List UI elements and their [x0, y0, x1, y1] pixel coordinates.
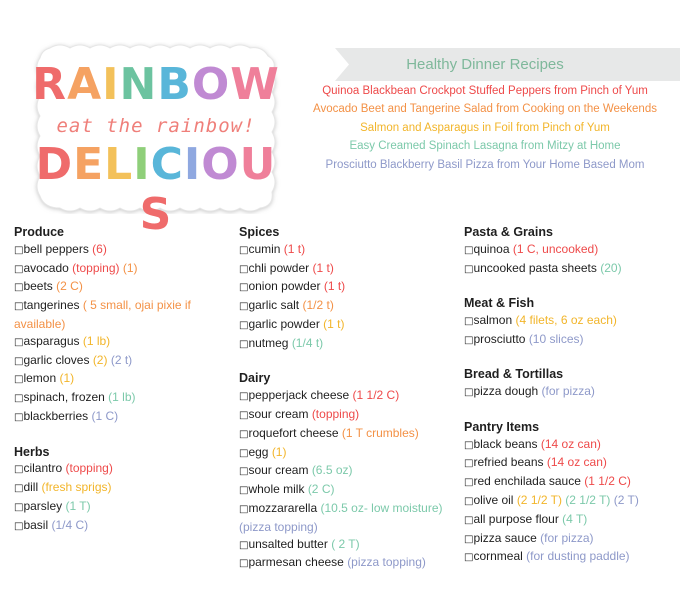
logo-letter: O [191, 59, 231, 110]
checkbox-icon[interactable]: □ [239, 391, 249, 403]
checkbox-icon[interactable]: □ [239, 282, 249, 294]
grocery-item [464, 511, 676, 530]
item-name: egg [248, 444, 272, 459]
logo-letter: L [104, 139, 134, 190]
checkbox-icon[interactable]: □ [14, 464, 24, 476]
section-gap [464, 402, 676, 419]
item-quantity: (1 t) [323, 279, 346, 294]
section-title: Pantry Items [464, 419, 540, 434]
grocery-item [14, 278, 226, 297]
item-quantity: (1 t) [323, 316, 345, 331]
item-quantity: (1/4 C) [51, 517, 89, 532]
grocery-item [14, 260, 226, 279]
section-title: Meat & Fish [464, 296, 535, 311]
grocery-item [464, 492, 676, 511]
item-quantity: (1 1/2 C) [352, 388, 400, 403]
item-name: mozzararella [248, 500, 321, 515]
grocery-item [239, 425, 451, 444]
item-name: cilantro [23, 461, 66, 476]
item-quantity: (10 slices) [528, 331, 584, 346]
item-name: blackberries [23, 408, 92, 423]
checkbox-icon[interactable]: □ [464, 514, 474, 526]
item-name: parsley [23, 498, 66, 513]
checkbox-icon[interactable]: □ [464, 533, 474, 545]
checkbox-icon[interactable]: □ [239, 558, 249, 570]
item-quantity: (1 1/2 C) [584, 474, 631, 489]
item-name: pepperjack cheese [248, 388, 353, 403]
item-quantity: ( 2 T) [331, 536, 360, 551]
checkbox-icon[interactable]: □ [239, 301, 249, 313]
grocery-column-1 [14, 224, 226, 536]
recipe-link[interactable]: Avocado Beet and Tangerine Salad from Cooking on the Weekends [313, 103, 657, 116]
item-name: dill [23, 480, 42, 495]
item-name: asparagus [23, 333, 83, 348]
item-quantity: (20) [600, 260, 622, 275]
logo-letter: O [201, 139, 240, 190]
logo-letter: E [73, 139, 105, 190]
item-quantity: (1) [119, 260, 138, 275]
section-title: Dairy [239, 371, 271, 386]
item-quantity: (1/4 t) [291, 335, 324, 350]
item-name: lemon [23, 371, 60, 386]
item-name: tangerines [23, 298, 83, 313]
section-gap [14, 427, 226, 444]
item-quantity: (14 oz can) [540, 436, 601, 451]
checkbox-icon[interactable]: □ [239, 319, 249, 331]
section-title: Bread & Tortillas [464, 367, 564, 382]
logo-letter: A [67, 59, 103, 110]
grocery-item [239, 444, 451, 463]
checkbox-icon[interactable]: □ [239, 263, 249, 275]
item-quantity: (for dusting paddle) [526, 549, 630, 564]
item-quantity: (1 C, uncooked) [512, 241, 599, 256]
grocery-item [14, 352, 226, 371]
checkbox-icon[interactable]: □ [239, 244, 249, 256]
checkbox-icon[interactable]: □ [14, 263, 24, 275]
item-quantity: (pizza topping) [239, 519, 318, 534]
grocery-item [14, 297, 226, 333]
recipe-link[interactable]: Prosciutto Blackberry Basil Pizza from Your Home Based Mom [325, 158, 645, 171]
grocery-item [464, 312, 676, 331]
item-quantity: (1 t) [312, 260, 334, 275]
section-title: Produce [14, 225, 65, 239]
section-title: Herbs [14, 444, 50, 459]
grocery-item [14, 241, 226, 260]
grocery-item [239, 406, 451, 425]
item-name: quinoa [473, 241, 513, 256]
grocery-item [14, 408, 226, 427]
grocery-item [14, 517, 226, 536]
item-name: onion powder [248, 279, 324, 294]
checkbox-icon[interactable]: □ [14, 282, 24, 294]
item-name: sour cream [248, 463, 312, 478]
grocery-item [14, 498, 226, 517]
item-name: pizza sauce [473, 530, 541, 545]
checkbox-icon[interactable]: □ [239, 409, 249, 421]
checkbox-icon[interactable]: □ [14, 411, 24, 423]
grocery-item [14, 389, 226, 408]
item-name: basil [23, 517, 52, 532]
grocery-column-2 [239, 224, 451, 573]
grocery-item [239, 241, 451, 260]
item-name: pizza dough [473, 384, 542, 399]
grocery-item [464, 260, 676, 279]
item-name: all purpose flour [473, 511, 563, 526]
item-quantity: (10.5 oz- low moisture) [320, 500, 443, 515]
grocery-item [14, 370, 226, 389]
item-name: spinach, frozen [23, 390, 109, 405]
section-gap [464, 278, 676, 295]
recipes-banner [335, 48, 680, 81]
logo-letter: I [183, 139, 202, 190]
grocery-item [464, 383, 676, 402]
grocery-item [14, 460, 226, 479]
item-name: avocado [23, 260, 73, 275]
checkbox-icon[interactable]: □ [239, 338, 249, 350]
item-quantity: (for pizza) [541, 384, 595, 399]
item-quantity: (2 1/2 T) [516, 492, 562, 507]
checkbox-icon[interactable]: □ [464, 315, 474, 327]
recipe-link[interactable]: Easy Creamed Spinach Lasagna from Mitzy at Home [349, 140, 621, 153]
item-quantity: (2 t) [107, 352, 133, 367]
item-name: cumin [248, 241, 284, 256]
item-quantity: (2 1/2 T) [561, 492, 611, 507]
item-quantity: (1 T) [65, 498, 91, 513]
grocery-item [14, 479, 226, 498]
section-gap [464, 350, 676, 367]
checkbox-icon[interactable]: □ [14, 520, 24, 532]
item-quantity: ( 5 small, ojai pixie if available) [14, 298, 191, 331]
item-name: red enchilada sauce [473, 474, 585, 489]
item-name: sour cream [248, 406, 312, 421]
item-quantity: (pizza topping) [347, 555, 426, 570]
grocery-item [464, 530, 676, 549]
item-quantity: (4 T) [562, 511, 588, 526]
logo-tagline: eat the rainbow! [56, 115, 256, 137]
grocery-item [464, 454, 676, 473]
item-name: nutmeg [248, 335, 292, 350]
section-title: Pasta & Grains [464, 225, 553, 239]
grocery-item [239, 335, 451, 354]
checkbox-icon[interactable]: □ [239, 503, 249, 515]
checkbox-icon[interactable]: □ [14, 244, 24, 256]
logo-letter: D [35, 139, 74, 190]
checkbox-icon[interactable]: □ [14, 301, 24, 313]
item-quantity: (1 t) [283, 241, 306, 256]
checkbox-icon[interactable]: □ [464, 244, 474, 256]
item-quantity: (1) [59, 371, 75, 386]
checkbox-icon[interactable]: □ [464, 387, 474, 399]
item-quantity: (2) [92, 352, 108, 367]
item-name: bell peppers [23, 241, 93, 256]
item-name: garlic powder [248, 316, 324, 331]
section-title: Spices [239, 225, 280, 239]
item-name: beets [23, 279, 57, 294]
banner-title: Healthy Dinner Recipes [406, 56, 564, 73]
recipe-link[interactable]: Salmon and Asparagus in Foil from Pinch of Yum [360, 121, 610, 134]
grocery-item [464, 473, 676, 492]
checkbox-icon[interactable]: □ [464, 477, 474, 489]
recipe-links [280, 82, 680, 174]
item-name: garlic cloves [23, 352, 93, 367]
item-name: roquefort cheese [248, 425, 342, 440]
checkbox-icon[interactable]: □ [464, 552, 474, 564]
grocery-item [239, 536, 451, 555]
checkbox-icon[interactable]: □ [464, 439, 474, 451]
checkbox-icon[interactable]: □ [14, 336, 24, 348]
checkbox-icon[interactable]: □ [14, 393, 24, 405]
item-name: whole milk [248, 482, 308, 497]
checkbox-icon[interactable]: □ [14, 483, 24, 495]
grocery-item [239, 278, 451, 297]
recipe-link[interactable]: Quinoa Blackbean Crockpot Stuffed Peppers from Pinch of Yum [322, 85, 648, 97]
item-name: unsalted butter [248, 536, 332, 551]
item-quantity: (fresh sprigs) [41, 480, 112, 495]
item-name: black beans [473, 436, 541, 451]
checkbox-icon[interactable]: □ [464, 263, 474, 275]
logo-letter: W [230, 59, 280, 110]
grocery-item [239, 260, 451, 279]
grocery-item [239, 297, 451, 316]
logo-letter: I [133, 139, 151, 190]
item-quantity: (1) [271, 444, 287, 459]
checkbox-icon[interactable]: □ [239, 466, 249, 478]
logo-rainbow-word [30, 60, 282, 110]
item-quantity: (topping) [72, 260, 120, 275]
item-name: uncooked pasta sheets [473, 260, 601, 275]
item-quantity: (6.5 oz) [311, 463, 353, 478]
item-quantity: (topping) [65, 461, 113, 476]
grocery-item [239, 462, 451, 481]
grocery-column-3 [464, 224, 676, 567]
logo-letter: C [150, 139, 184, 190]
item-quantity: (4 filets, 6 oz each) [515, 312, 617, 327]
checkbox-icon[interactable]: □ [14, 355, 24, 367]
logo-letter: S [139, 189, 173, 240]
logo-letter: N [119, 59, 158, 110]
checkbox-icon[interactable]: □ [239, 485, 249, 497]
grocery-item [464, 436, 676, 455]
checkbox-icon[interactable]: □ [239, 539, 249, 551]
item-quantity: (1 lb) [108, 390, 136, 405]
logo-letter: U [239, 139, 277, 190]
checkbox-icon[interactable]: □ [464, 495, 474, 507]
grocery-item [464, 331, 676, 350]
item-quantity: (1 C) [91, 408, 119, 423]
checkbox-icon[interactable]: □ [239, 447, 249, 459]
grocery-item [239, 316, 451, 335]
grocery-item [239, 554, 451, 573]
item-name: parmesan cheese [248, 555, 348, 570]
checkbox-icon[interactable]: □ [14, 374, 24, 386]
item-quantity: (1/2 t) [302, 298, 334, 313]
item-quantity: (topping) [311, 406, 360, 421]
item-quantity: (1 lb) [82, 333, 111, 348]
checkbox-icon[interactable]: □ [464, 334, 474, 346]
item-name: prosciutto [473, 331, 529, 346]
item-quantity: (14 oz can) [546, 455, 607, 470]
grocery-item [239, 500, 451, 536]
checkbox-icon[interactable]: □ [239, 428, 249, 440]
item-quantity: (2 T) [610, 492, 639, 507]
item-quantity: (2 C) [56, 279, 83, 294]
item-quantity: (6) [92, 241, 107, 256]
item-quantity: (2 C) [307, 482, 335, 497]
grocery-item [239, 387, 451, 406]
item-name: olive oil [473, 492, 517, 507]
item-quantity: (for pizza) [540, 530, 594, 545]
logo-letter: R [32, 59, 68, 110]
logo-letter: B [157, 59, 192, 110]
item-name: cornmeal [473, 549, 527, 564]
item-quantity: (1 T crumbles) [341, 425, 419, 440]
item-name: chli powder [248, 260, 313, 275]
item-name: refried beans [473, 455, 547, 470]
item-name: garlic salt [248, 298, 303, 313]
grocery-item [239, 481, 451, 500]
grocery-item [464, 548, 676, 567]
grocery-item [464, 241, 676, 260]
logo-letter: I [102, 59, 120, 110]
checkbox-icon[interactable]: □ [464, 458, 474, 470]
checkbox-icon[interactable]: □ [14, 501, 24, 513]
item-name: salmon [473, 312, 516, 327]
section-gap [239, 354, 451, 371]
grocery-item [14, 333, 226, 352]
